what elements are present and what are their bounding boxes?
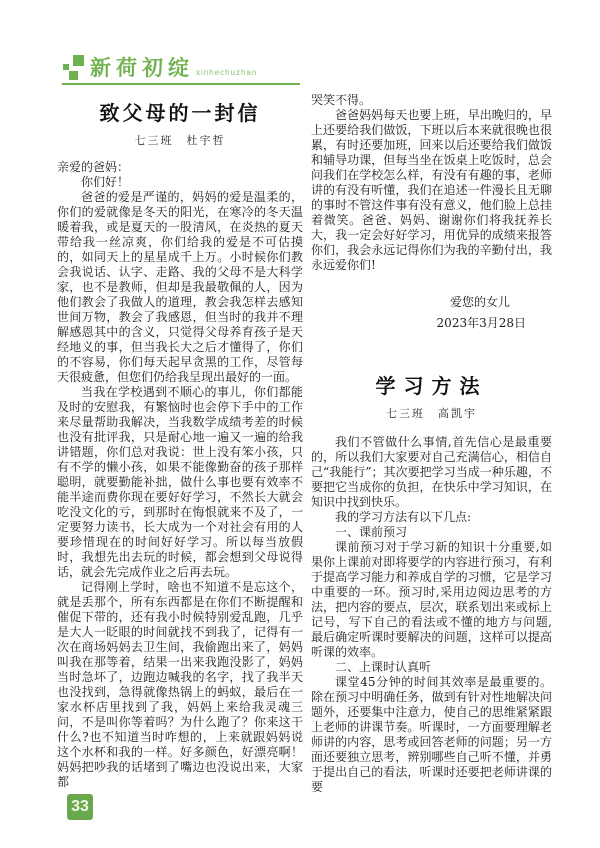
page-header bbox=[0, 0, 600, 90]
paragraph: 你们好！ bbox=[81, 175, 130, 189]
logo-square-icon bbox=[73, 55, 84, 66]
brand-subtitle: xinhechuzhan bbox=[196, 68, 258, 77]
paragraph: 课堂45分钟的时间其效率是最重要的。除在预习中明确任务，做到有针对性地解决问题外，还要集中注意力，使自己的思维紧紧跟上老师的讲课节奏。听课时，一方面要理解老师讲的内容，思考或回答老师的问题；另一方面还要独立思考，辨别哪些自己听不懂，并勇于提出自己的看法，听课时还要把老师讲课的要 bbox=[311, 675, 552, 794]
page-number-badge: 33 bbox=[67, 794, 93, 820]
paragraph: 记得刚上学时，啥也不知道不是忘这个，就是丢那个，所有东西都是在你们不断提醒和催促下带的，还有我小时候特别爱乱跑，几乎是大人一眨眼的时间就找不到我了，记得有一次在商场妈妈去卫生间，我偷跑出来了，妈妈叫我在那等着，结果一出来我跑没影了，妈妈当时急坏了，边跑边喊我的名字，找了我半天也没找到，急得就像热锅上的蚂蚁，最后在一家水杯店里找到了我，妈妈上来给我灵魂三问，不是叫你等着吗？为什么跑了？你来这干什么?也不知道当时咋想的，上来就跟妈妈说这个水杯和我的一样。好多颜色，好漂亮啊！妈妈把吵我的话堵到了嘴边也没说出来，大家都 bbox=[57, 580, 303, 789]
paragraph: 我的学习方法有以下几点: bbox=[335, 510, 472, 524]
letter-date: 2023年3月28日 bbox=[436, 316, 526, 330]
article2-byline: 七三班 高凯宇 bbox=[386, 407, 477, 420]
article1-byline: 七三班 杜宇哲 bbox=[134, 134, 226, 147]
brand-logo-icon bbox=[62, 54, 86, 82]
logo-square-icon bbox=[63, 64, 69, 70]
paragraph-continuation: 哭笑不得。 bbox=[311, 93, 372, 107]
paragraph-salutation: 亲爱的爸妈： bbox=[57, 160, 130, 174]
article1-title: 致父母的一封信 bbox=[99, 101, 261, 125]
paragraph: 我们不管做什么事情,首先信心是最重要的，所以我们大家要对自己充满信心，相信自己“我能行”；其次要把学习当成一种乐趣，不要把它当成你的负担，在快乐中学习知识，在知识中找到快乐。 bbox=[311, 435, 552, 509]
paragraph: 当我在学校遇到不顺心的事儿，你们都能及时的安慰我，有繁恼时也会停下手中的工作来尽量帮助我解决，当我数学成绩考差的时候也没有批评我，只是耐心地一遍又一遍的给我讲错题，你们总对我说：世上没有笨小孩，只有不学的懒小孩，如果不能像勤奋的孩子那样聪明，就要勤能补拙，做什么事也要有效率不能半途而费你现在要好好学习，不然长大就会吃没文化的亏，到那时在悔恨就来不及了，一定要努力读书，长大成为一个对社会有用的人要珍惜现在的时间好好学习。所以每当放假时，我想先出去玩的时候，都会想到父母说得话，就会先完成作业之后再去玩。 bbox=[57, 385, 303, 579]
brand-title: 新荷初绽 bbox=[90, 57, 194, 80]
article2-title: 学习方法 bbox=[375, 374, 488, 398]
header-rule bbox=[62, 83, 300, 85]
paragraph-subheading: 二、上课时认真听 bbox=[335, 660, 432, 674]
paragraph: 爸爸的爱是严谨的，妈妈的爱是温柔的，你们的爱就像是冬天的阳光，在寒冷的冬天温暖着我，或是夏天的一股清风，在炎热的夏天带给我一丝凉爽，你们给我的爱是不可估摸的，如同天上的星星成千上万。小时候你们教会我说话、认字、走路、我的父母不是大科学家，也不是教师，但却是我最敬佩的人，因为他们教会了我做人的道理，教会我怎样去感知世间万物，教会了我感恩，但当时的我并不理解感恩其中的含义，只觉得父母养育孩子是天经地义的事，但当我长大之后才懂得了，你们的不容易，你们每天起早贪黑的工作，尽管每天很疲惫，但您们仍给我呈现出最好的一面。 bbox=[57, 190, 303, 384]
letter-signature: 爱您的女儿 bbox=[449, 295, 510, 309]
paragraph: 爸爸妈妈每天也要上班，早出晚归的，早上还要给我们做饭，下班以后本来就很晚也很累，有时还要加班，回来以后还要给我们做饭和辅导功课，但每当坐在饭桌上吃饭时，总会问我们在学校怎么样，有没有有趣的事，老师讲的有没有听懂，我们在追述一件漫长且无聊的事时不管这件事有没有意义，他们脸上总挂着微笑。爸爸、妈妈、谢谢你们将我抚养长大，我一定会好好学习，用优异的成绩来报答你们，我会永远记得你们为我的辛勤付出，我永远爱你们! bbox=[311, 108, 552, 272]
right-column bbox=[311, 93, 552, 795]
logo-square-icon bbox=[69, 71, 78, 80]
left-column bbox=[57, 100, 303, 790]
paragraph: 课前预习对于学习新的知识十分重要,如果你上课前对即将要学的内容进行预习，有利于提高学习能力和养成自学的习惯，它是学习中重要的一环。预习时,采用边阅边思考的方法，把内容的要点，层次，联系划出来或标上记号，写下自己的看法或不懂的地方与问题,最后确定听课时要解决的问题，这样可以提高听课的效率。 bbox=[311, 540, 552, 659]
paragraph-subheading: 一、课前预习 bbox=[335, 525, 408, 539]
